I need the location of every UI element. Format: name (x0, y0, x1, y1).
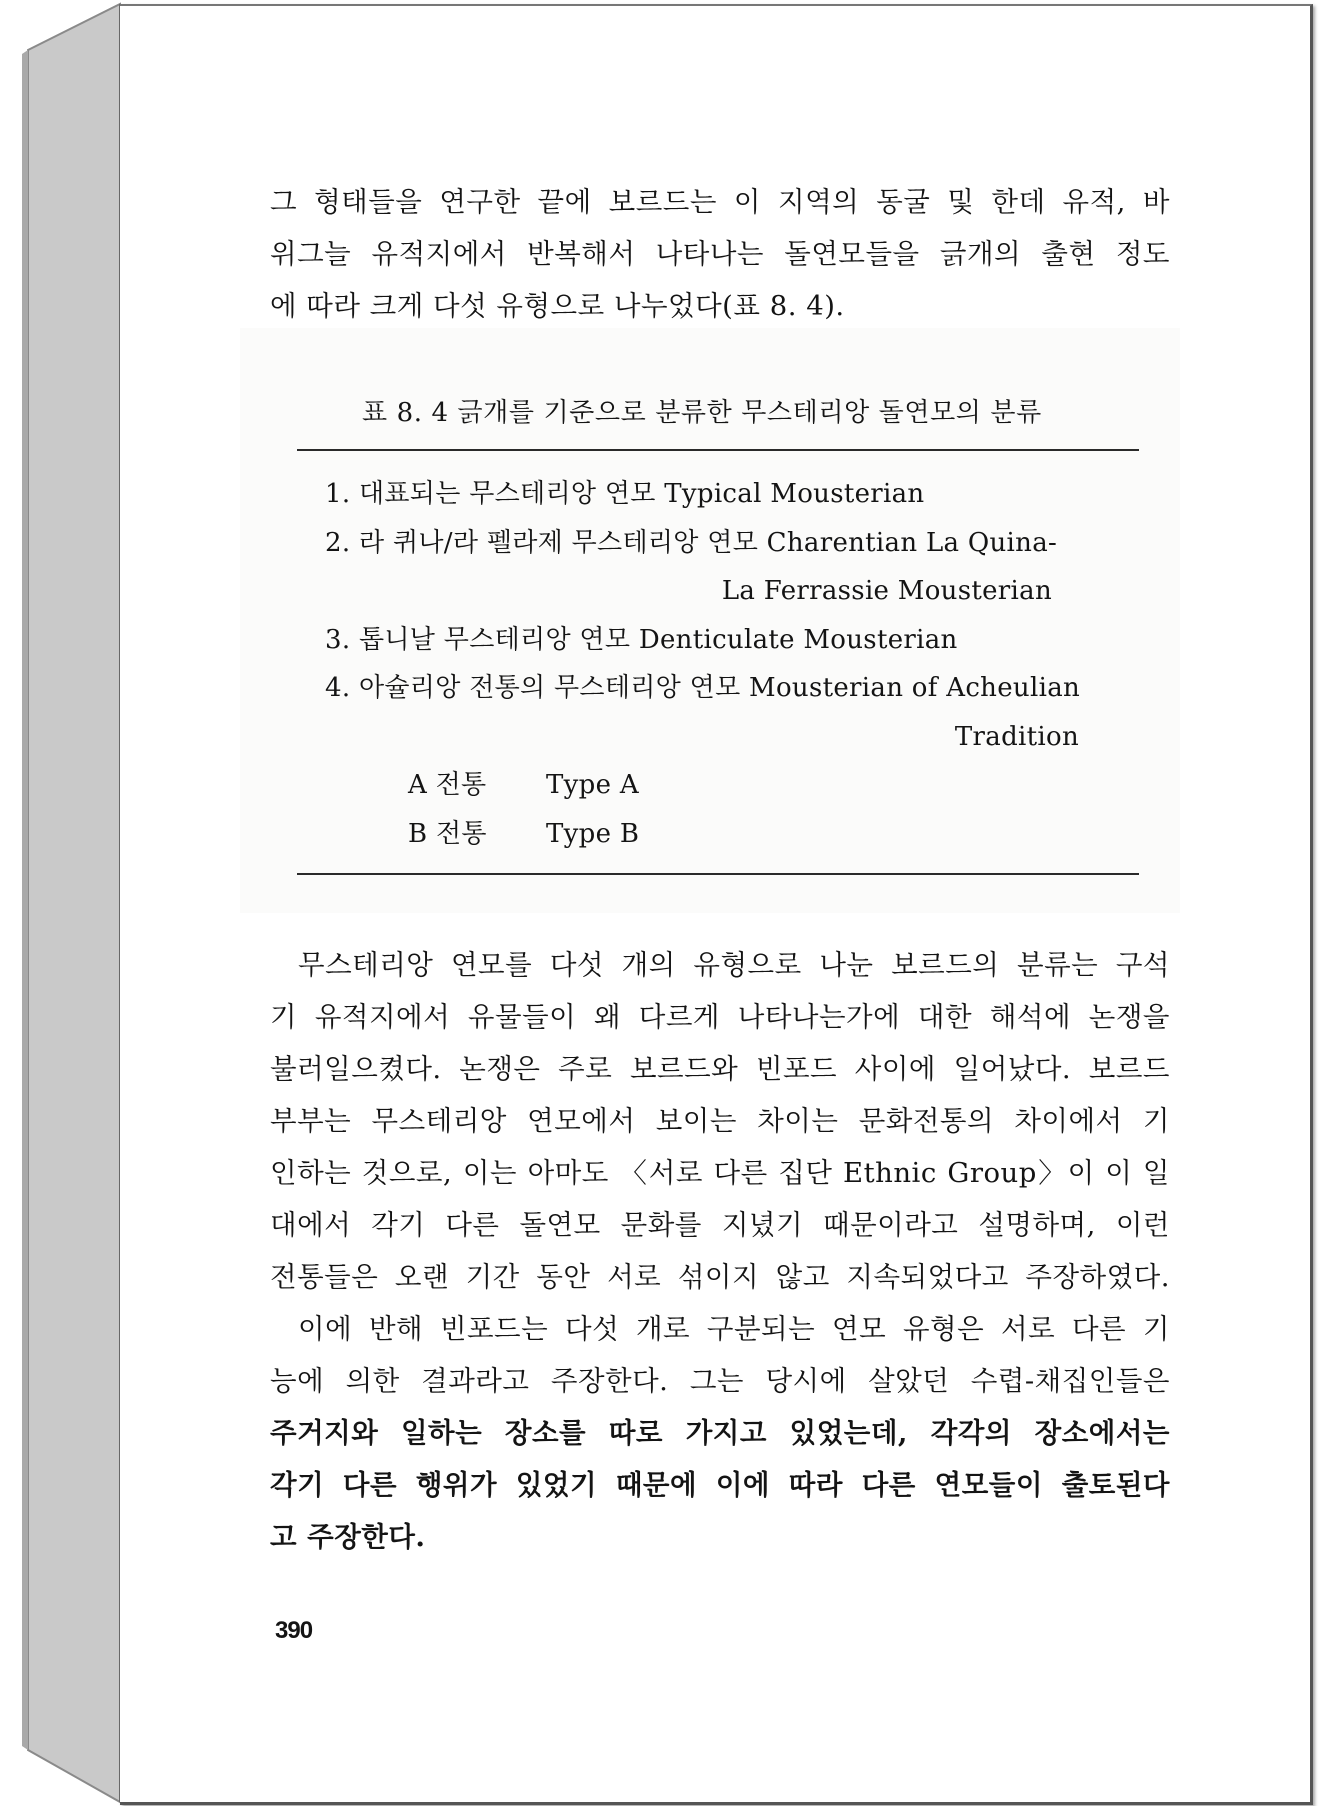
table-bottom-rule (297, 873, 1139, 875)
classification-table (325, 470, 1125, 858)
page-number: 390 (275, 1617, 313, 1644)
text-line: 위그늘 유적지에서 반복해서 나타나는 돌연모들을 긁개의 출현 정도 (270, 238, 1170, 270)
text-line: 고 주장한다. (270, 1521, 426, 1553)
table-caption: 표 8. 4 긁개를 기준으로 분류한 무스테리앙 돌연모의 분류 (362, 398, 1042, 428)
text-line: 각기 다른 행위가 있었기 때문에 이에 따라 다른 연모들이 출토된다 (270, 1469, 1170, 1501)
text-line: 에 따라 크게 다섯 유형으로 나누었다(표 8. 4). (270, 290, 845, 322)
table-item: 1. 대표되는 무스테리앙 연모 Typical Mousterian (325, 479, 925, 509)
table-top-rule (297, 449, 1139, 451)
subitem-label: A 전통 (408, 770, 487, 800)
table-item: 4. 아슐리앙 전통의 무스테리앙 연모 Mousterian of Acheulian (325, 673, 1081, 703)
table-item-continuation: La Ferrassie Mousterian (721, 576, 1052, 606)
text-line: 주거지와 일하는 장소를 따로 가지고 있었는데, 각각의 장소에서는 (270, 1417, 1170, 1449)
table-item: 2. 라 퀴나/라 펠라제 무스테리앙 연모 Charentian La Quina- (325, 527, 1058, 558)
text-line: 인하는 것으로, 이는 아마도 〈서로 다른 집단 Ethnic Group〉이 이 일 (270, 1157, 1170, 1189)
discussion-paragraph (270, 939, 1170, 1563)
text-line: 기 유적지에서 유물들이 왜 다르게 나타나는가에 대한 해석에 논쟁을 (270, 1001, 1170, 1033)
text-line: 능에 의한 결과라고 주장한다. 그는 당시에 살았던 수렵-채집인들은 (270, 1365, 1170, 1397)
subitem-value: Type B (546, 818, 640, 849)
text-line: 부부는 무스테리앙 연모에서 보이는 차이는 문화전통의 차이에서 기 (270, 1105, 1170, 1137)
table-subitem (325, 761, 1125, 810)
text-line: 대에서 각기 다른 돌연모 문화를 지녔기 때문이라고 설명하며, 이런 (270, 1209, 1170, 1241)
text-line: 불러일으켰다. 논쟁은 주로 보르드와 빈포드 사이에 일어났다. 보르드 (270, 1053, 1170, 1085)
text-line: 전통들은 오랜 기간 동안 서로 섞이지 않고 지속되었다고 주장하였다. (270, 1261, 1170, 1293)
text-line: 그 형태들을 연구한 끝에 보르드는 이 지역의 동굴 및 한데 유적, 바 (270, 186, 1170, 218)
text-line: 이에 반해 빈포드는 다섯 개로 구분되는 연모 유형은 서로 다른 기 (298, 1313, 1170, 1345)
text-line: 무스테리앙 연모를 다섯 개의 유형으로 나눈 보르드의 분류는 구석 (298, 949, 1170, 981)
subitem-label: B 전통 (408, 818, 487, 849)
intro-paragraph (270, 176, 1170, 332)
table-item-continuation: Tradition (954, 721, 1079, 752)
table-subitem (325, 810, 1125, 859)
subitem-value: Type A (546, 770, 639, 800)
table-item: 3. 톱니날 무스테리앙 연모 Denticulate Mousterian (325, 624, 958, 655)
